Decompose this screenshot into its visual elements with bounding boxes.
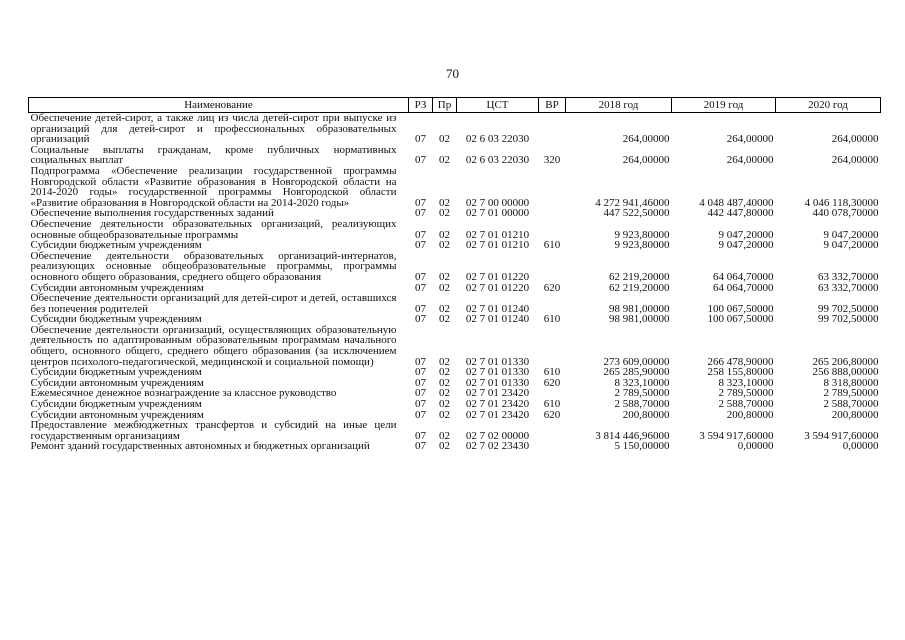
cell-2019: 3 594 917,60000 (699, 429, 774, 442)
cell-2019: 258 155,80000 (707, 366, 774, 379)
cell-name: Субсидии бюджетным учреждениям (30, 313, 202, 326)
cell-vr: 610 (543, 239, 561, 252)
cell-name: Обеспечение деятельности организаций для детей-сирот и детей, оставшихся без попечения родителей (30, 292, 397, 315)
table-row (29, 166, 881, 208)
cell-cst: 02 7 02 00000 (465, 429, 530, 442)
cell-2020: 0,00000 (842, 440, 879, 453)
cell-cst: 02 7 01 23420 (465, 387, 530, 400)
cell-cst: 02 7 00 00000 (465, 196, 530, 209)
cell-name: Ремонт зданий государственных автономных и бюджетных организаций (30, 440, 370, 453)
table-row (29, 420, 881, 441)
cell-2018: 2 588,70000 (614, 398, 670, 411)
cell-vr: 610 (543, 366, 561, 379)
cell-2019: 264,00000 (726, 154, 774, 167)
cell-cst: 02 7 01 01220 (465, 270, 530, 283)
cell-2018: 62 219,20000 (609, 281, 670, 294)
table-row (29, 293, 881, 314)
cell-cst: 02 7 01 01220 (465, 281, 530, 294)
cell-2018: 447 522,50000 (603, 207, 670, 220)
cell-pr: 02 (439, 429, 450, 442)
cell-name: Подпрограмма «Обеспечение реализации государственной программы Новгородской области «Развитие образования в Новгородской области на 2014-2020 годы» государственной программы Новгородской области «Развитие образования в Новгородской области на 2014-2020 годы» (30, 164, 397, 209)
cell-2020: 99 702,50000 (818, 313, 879, 326)
cell-cst: 02 7 01 00000 (465, 207, 530, 220)
cell-rz: 07 (415, 207, 426, 220)
cell-rz: 07 (415, 398, 426, 411)
cell-name: Предоставление межбюджетных трансфертов и субсидий на иные цели государственным организациям (30, 419, 397, 442)
cell-cst: 02 7 01 01330 (465, 355, 530, 368)
cell-2018: 5 150,00000 (614, 440, 670, 453)
cell-vr (539, 293, 566, 314)
cell-2019: 100 067,50000 (707, 302, 774, 315)
cell-2018: 98 981,00000 (609, 313, 670, 326)
cell-rz: 07 (415, 302, 426, 315)
cell-pr: 02 (439, 281, 450, 294)
cell-cst: 02 7 01 01330 (465, 376, 530, 389)
cell-rz: 07 (415, 429, 426, 442)
cell-2018: 8 323,10000 (614, 376, 670, 389)
table-header-row (29, 98, 881, 113)
cell-2020: 3 594 917,60000 (804, 429, 879, 442)
cell-2018: 4 272 941,46000 (595, 196, 670, 209)
cell-rz: 07 (415, 196, 426, 209)
cell-2018: 9 923,80000 (614, 239, 670, 252)
table-row (29, 325, 881, 367)
cell-cst: 02 6 03 22030 (465, 154, 530, 167)
cell-2020: 264,00000 (831, 133, 879, 146)
cell-pr: 02 (439, 207, 450, 220)
cell-vr (539, 208, 566, 219)
cell-2019: 9 047,20000 (718, 228, 774, 241)
table-body (29, 113, 881, 453)
cell-name: Субсидии автономным учреждениям (30, 281, 204, 294)
cell-rz: 07 (415, 281, 426, 294)
cell-name: Обеспечение деятельности организаций, осуществляющих образовательную деятельность по адаптированным образовательным программам начального общего, основного общего, среднего общего образования (за исключением центров психолого-педагогической, медицинской и социальной помощи) (30, 323, 397, 368)
cell-vr (539, 251, 566, 283)
cell-pr: 02 (439, 376, 450, 389)
cell-2018: 273 609,00000 (603, 355, 670, 368)
cell-2019: 9 047,20000 (718, 239, 774, 252)
header-cst: ЦСТ (457, 98, 539, 113)
table-row (29, 251, 881, 283)
cell-vr: 610 (543, 313, 561, 326)
cell-2019: 8 323,10000 (718, 376, 774, 389)
cell-vr: 620 (543, 408, 561, 421)
cell-2019: 442 447,80000 (707, 207, 774, 220)
cell-2020: 99 702,50000 (818, 302, 879, 315)
cell-2020: 264,00000 (831, 154, 879, 167)
cell-2020: 63 332,70000 (818, 270, 879, 283)
cell-vr (539, 219, 566, 240)
cell-name: Субсидии автономным учреждениям (30, 376, 204, 389)
cell-2020: 265 206,80000 (812, 355, 879, 368)
table-row (29, 441, 881, 452)
cell-2018: 264,00000 (622, 154, 670, 167)
cell-2019: 0,00000 (737, 440, 774, 453)
header-2019: 2019 год (672, 98, 776, 113)
cell-2018: 3 814 446,96000 (595, 429, 670, 442)
table-row (29, 113, 881, 145)
cell-vr: 620 (543, 376, 561, 389)
header-name: Наименование (29, 98, 409, 113)
header-rz: РЗ (409, 98, 433, 113)
cell-name: Социальные выплаты гражданам, кроме публичных нормативных социальных выплат (30, 143, 397, 167)
cell-cst: 02 7 01 01210 (465, 239, 530, 252)
cell-rz: 07 (415, 440, 426, 453)
cell-2020: 2 789,50000 (823, 387, 879, 400)
cell-cst: 02 7 01 23420 (465, 398, 530, 411)
cell-pr: 02 (439, 133, 450, 146)
cell-pr: 02 (439, 196, 450, 209)
cell-vr: 320 (543, 154, 561, 167)
cell-name: Ежемесячное денежное вознаграждение за классное руководство (30, 387, 337, 400)
cell-name: Обеспечение деятельности образовательных организаций, реализующих основные общеобразовательные программы (30, 217, 397, 241)
page-number: 70 (446, 66, 459, 81)
cell-pr: 02 (439, 398, 450, 411)
cell-2020: 440 078,70000 (812, 207, 879, 220)
cell-cst: 02 6 03 22030 (465, 133, 530, 146)
cell-2020: 9 047,20000 (823, 239, 879, 252)
cell-rz: 07 (415, 355, 426, 368)
cell-pr: 02 (439, 366, 450, 379)
cell-cst: 02 7 01 01330 (465, 366, 530, 379)
cell-2019: 4 048 487,40000 (699, 196, 774, 209)
cell-2020: 8 318,80000 (823, 376, 879, 389)
cell-2018: 200,80000 (622, 408, 670, 421)
cell-name: Обеспечение выполнения государственных заданий (30, 207, 274, 220)
cell-2020: 200,80000 (831, 408, 879, 421)
cell-2019: 64 064,70000 (713, 270, 774, 283)
cell-rz: 07 (415, 239, 426, 252)
cell-name: Субсидии бюджетным учреждениям (30, 366, 202, 379)
cell-rz: 07 (415, 408, 426, 421)
cell-rz: 07 (415, 133, 426, 146)
cell-pr: 02 (439, 228, 450, 241)
cell-pr: 02 (439, 387, 450, 400)
cell-cst: 02 7 01 01240 (465, 313, 530, 326)
cell-name: Обеспечение деятельности образовательных организаций-интернатов, реализующих основные общеобразовательные программы, программы основного общего образования, среднего общего образования (30, 249, 397, 283)
cell-2018: 2 789,50000 (614, 387, 670, 400)
cell-2018: 62 219,20000 (609, 270, 670, 283)
cell-vr (539, 113, 566, 145)
cell-rz: 07 (415, 387, 426, 400)
cell-2020: 63 332,70000 (818, 281, 879, 294)
cell-name: Субсидии автономным учреждениям (30, 408, 204, 421)
cell-vr (539, 325, 566, 367)
cell-pr: 02 (439, 154, 450, 167)
cell-2018: 98 981,00000 (609, 302, 670, 315)
cell-2019: 64 064,70000 (713, 281, 774, 294)
budget-table (28, 97, 881, 452)
header-2018: 2018 год (566, 98, 672, 113)
cell-vr: 610 (543, 398, 561, 411)
cell-2019: 200,80000 (726, 408, 774, 421)
cell-pr: 02 (439, 355, 450, 368)
cell-rz: 07 (415, 228, 426, 241)
cell-pr: 02 (439, 408, 450, 421)
cell-cst: 02 7 02 23430 (465, 440, 530, 453)
cell-2019: 100 067,50000 (707, 313, 774, 326)
cell-2020: 2 588,70000 (823, 398, 879, 411)
cell-vr: 620 (543, 281, 561, 294)
cell-2020: 256 888,00000 (812, 366, 879, 379)
cell-rz: 07 (415, 154, 426, 167)
header-pr: Пр (433, 98, 457, 113)
cell-rz: 07 (415, 376, 426, 389)
cell-cst: 02 7 01 23420 (465, 408, 530, 421)
cell-2019: 266 478,90000 (707, 355, 774, 368)
cell-name: Субсидии бюджетным учреждениям (30, 239, 202, 252)
cell-2019: 2 789,50000 (718, 387, 774, 400)
cell-pr: 02 (439, 302, 450, 315)
header-2020: 2020 год (776, 98, 881, 113)
cell-name: Обеспечение детей-сирот, а также лиц из числа детей-сирот при выпуске из организаций для детей-сирот и профессиональных образовательных организаций (30, 112, 397, 146)
cell-pr: 02 (439, 270, 450, 283)
table-row (29, 145, 881, 166)
cell-vr (539, 166, 566, 208)
cell-2020: 4 046 118,30000 (804, 196, 879, 209)
cell-vr (539, 441, 566, 452)
cell-cst: 02 7 01 01210 (465, 228, 530, 241)
cell-2019: 264,00000 (726, 133, 774, 146)
cell-2018: 265 285,90000 (603, 366, 670, 379)
cell-vr (539, 420, 566, 441)
cell-pr: 02 (439, 239, 450, 252)
cell-2019: 2 588,70000 (718, 398, 774, 411)
cell-pr: 02 (439, 313, 450, 326)
table-row (29, 219, 881, 240)
cell-pr: 02 (439, 440, 450, 453)
cell-rz: 07 (415, 270, 426, 283)
header-vr: ВР (539, 98, 566, 113)
cell-cst: 02 7 01 01240 (465, 302, 530, 315)
cell-2020: 9 047,20000 (823, 228, 879, 241)
cell-rz: 07 (415, 366, 426, 379)
cell-2018: 264,00000 (622, 133, 670, 146)
cell-2018: 9 923,80000 (614, 228, 670, 241)
cell-rz: 07 (415, 313, 426, 326)
cell-name: Субсидии бюджетным учреждениям (30, 398, 202, 411)
